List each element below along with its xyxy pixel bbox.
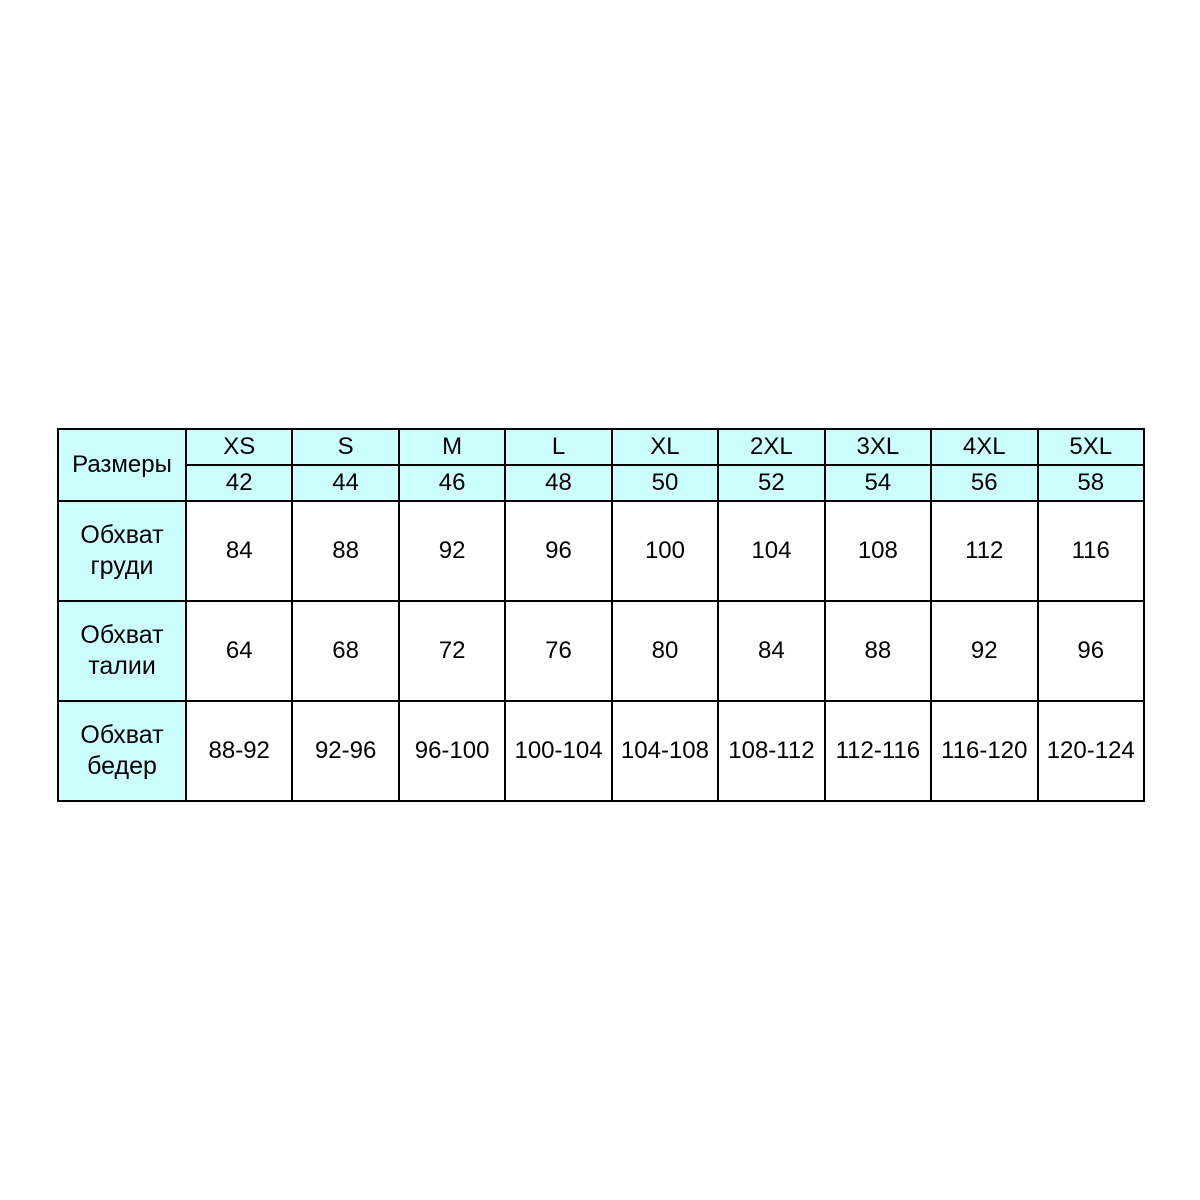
hips-value-cell: 100-104 — [505, 701, 611, 801]
hips-value-cell: 96-100 — [399, 701, 505, 801]
waist-row-label: Обхват талии — [58, 601, 186, 701]
size-letter-cell: 5XL — [1038, 429, 1145, 465]
chest-value-cell: 84 — [186, 501, 292, 601]
waist-value-cell: 92 — [931, 601, 1037, 701]
size-number-cell: 44 — [292, 465, 398, 501]
hips-value-cell: 104-108 — [612, 701, 718, 801]
size-chart-container — [57, 428, 1145, 802]
chest-value-cell: 100 — [612, 501, 718, 601]
hips-value-cell: 88-92 — [186, 701, 292, 801]
hips-value-cell: 92-96 — [292, 701, 398, 801]
size-letter-cell: XS — [186, 429, 292, 465]
waist-value-cell: 64 — [186, 601, 292, 701]
size-chart-table — [57, 428, 1145, 802]
size-number-cell: 42 — [186, 465, 292, 501]
size-number-cell: 50 — [612, 465, 718, 501]
hips-value-cell: 108-112 — [718, 701, 824, 801]
chest-value-cell: 104 — [718, 501, 824, 601]
size-number-header-row — [58, 465, 1144, 501]
corner-cell-sizes: Размеры — [58, 429, 186, 501]
chest-row-label: Обхват груди — [58, 501, 186, 601]
waist-value-cell: 84 — [718, 601, 824, 701]
size-letter-cell: M — [399, 429, 505, 465]
waist-value-cell: 88 — [825, 601, 931, 701]
hips-value-cell: 116-120 — [931, 701, 1037, 801]
hips-value-cell: 120-124 — [1038, 701, 1145, 801]
size-letter-cell: L — [505, 429, 611, 465]
waist-value-cell: 68 — [292, 601, 398, 701]
hips-row — [58, 701, 1144, 801]
hips-row-label: Обхват бедер — [58, 701, 186, 801]
size-letter-cell: XL — [612, 429, 718, 465]
size-number-cell: 58 — [1038, 465, 1145, 501]
waist-value-cell: 72 — [399, 601, 505, 701]
chest-value-cell: 96 — [505, 501, 611, 601]
size-number-cell: 56 — [931, 465, 1037, 501]
size-letter-header-row — [58, 429, 1144, 465]
waist-value-cell: 80 — [612, 601, 718, 701]
size-number-cell: 48 — [505, 465, 611, 501]
waist-row — [58, 601, 1144, 701]
waist-value-cell: 76 — [505, 601, 611, 701]
size-number-cell: 46 — [399, 465, 505, 501]
size-letter-cell: 2XL — [718, 429, 824, 465]
chest-value-cell: 108 — [825, 501, 931, 601]
chest-value-cell: 112 — [931, 501, 1037, 601]
size-letter-cell: 3XL — [825, 429, 931, 465]
chest-value-cell: 116 — [1038, 501, 1145, 601]
chest-value-cell: 92 — [399, 501, 505, 601]
size-letter-cell: S — [292, 429, 398, 465]
chest-row — [58, 501, 1144, 601]
chest-value-cell: 88 — [292, 501, 398, 601]
hips-value-cell: 112-116 — [825, 701, 931, 801]
size-letter-cell: 4XL — [931, 429, 1037, 465]
waist-value-cell: 96 — [1038, 601, 1145, 701]
size-number-cell: 54 — [825, 465, 931, 501]
size-number-cell: 52 — [718, 465, 824, 501]
